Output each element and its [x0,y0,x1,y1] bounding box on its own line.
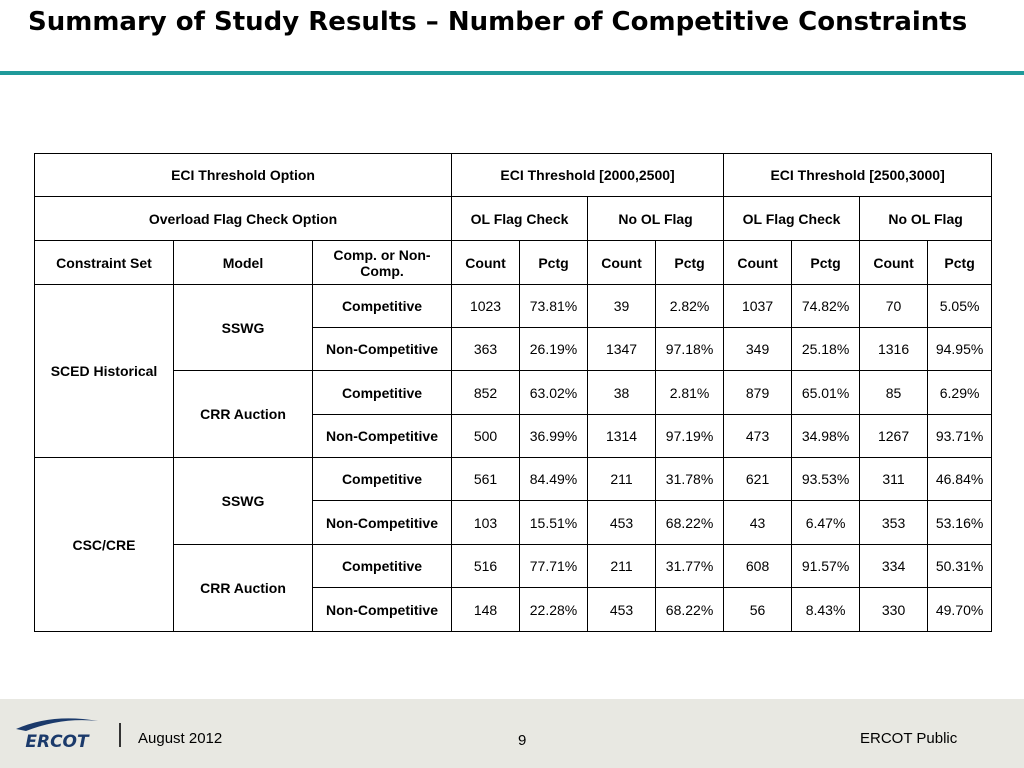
results-table [34,153,992,632]
value-cell: 852 [452,371,520,415]
pctg-header: Pctg [928,241,992,285]
value-cell: 93.53% [792,458,860,501]
classification-label: ERCOT Public [860,730,958,747]
value-cell: 26.19% [520,328,588,371]
model-cell: CRR Auction [174,371,313,458]
count-header: Count [860,241,928,285]
count-header: Count [452,241,520,285]
value-cell: 22.28% [520,588,588,632]
value-cell: 608 [724,545,792,588]
value-cell: 77.71% [520,545,588,588]
value-cell: 2.82% [656,285,724,328]
value-cell: 97.19% [656,415,724,458]
value-cell: 36.99% [520,415,588,458]
a-ol-flag-check-header: OL Flag Check [452,197,588,241]
table-row [35,285,992,328]
value-cell: 5.05% [928,285,992,328]
value-cell: 73.81% [520,285,588,328]
comp-type-cell: Competitive [313,545,452,588]
value-cell: 353 [860,501,928,545]
value-cell: 453 [588,588,656,632]
overload-flag-option-header: Overload Flag Check Option [35,197,452,241]
model-header: Model [174,241,313,285]
value-cell: 621 [724,458,792,501]
pctg-header: Pctg [656,241,724,285]
value-cell: 31.77% [656,545,724,588]
constraint-set-cell: CSC/CRE [35,458,174,632]
value-cell: 6.47% [792,501,860,545]
table-row [35,371,992,415]
value-cell: 25.18% [792,328,860,371]
value-cell: 65.01% [792,371,860,415]
value-cell: 68.22% [656,501,724,545]
eci-threshold-b-header: ECI Threshold [2500,3000] [724,154,992,197]
value-cell: 38 [588,371,656,415]
b-no-ol-flag-header: No OL Flag [860,197,992,241]
value-cell: 97.18% [656,328,724,371]
footer-divider [119,723,121,747]
value-cell: 1316 [860,328,928,371]
value-cell: 211 [588,458,656,501]
value-cell: 53.16% [928,501,992,545]
header-row-flag [35,197,992,241]
ercot-logo [12,715,102,753]
constraint-set-header: Constraint Set [35,241,174,285]
pctg-header: Pctg [792,241,860,285]
value-cell: 50.31% [928,545,992,588]
value-cell: 311 [860,458,928,501]
value-cell: 473 [724,415,792,458]
constraint-set-cell: SCED Historical [35,285,174,458]
comp-type-cell: Non-Competitive [313,415,452,458]
value-cell: 6.29% [928,371,992,415]
value-cell: 49.70% [928,588,992,632]
value-cell: 453 [588,501,656,545]
value-cell: 46.84% [928,458,992,501]
comp-type-cell: Competitive [313,458,452,501]
value-cell: 561 [452,458,520,501]
value-cell: 15.51% [520,501,588,545]
model-cell: CRR Auction [174,545,313,632]
value-cell: 1037 [724,285,792,328]
pctg-header: Pctg [520,241,588,285]
comp-type-cell: Competitive [313,371,452,415]
value-cell: 500 [452,415,520,458]
value-cell: 74.82% [792,285,860,328]
value-cell: 1314 [588,415,656,458]
value-cell: 1267 [860,415,928,458]
value-cell: 516 [452,545,520,588]
slide-title: Summary of Study Results – Number of Competitive Constraints [28,7,968,37]
count-header: Count [588,241,656,285]
value-cell: 349 [724,328,792,371]
value-cell: 63.02% [520,371,588,415]
value-cell: 91.57% [792,545,860,588]
header-row-columns [35,241,992,285]
value-cell: 148 [452,588,520,632]
value-cell: 363 [452,328,520,371]
model-cell: SSWG [174,285,313,371]
slide-footer [0,699,1024,768]
eci-threshold-option-header: ECI Threshold Option [35,154,452,197]
footer-date: August 2012 [138,730,223,747]
a-no-ol-flag-header: No OL Flag [588,197,724,241]
header-row-threshold [35,154,992,197]
comp-header: Comp. or Non-Comp. [313,241,452,285]
value-cell: 1347 [588,328,656,371]
count-header: Count [724,241,792,285]
value-cell: 8.43% [792,588,860,632]
eci-threshold-a-header: ECI Threshold [2000,2500] [452,154,724,197]
model-cell: SSWG [174,458,313,545]
value-cell: 84.49% [520,458,588,501]
value-cell: 1023 [452,285,520,328]
value-cell: 34.98% [792,415,860,458]
logo-swoosh [16,718,98,731]
value-cell: 70 [860,285,928,328]
title-divider [0,71,1024,75]
value-cell: 39 [588,285,656,328]
comp-type-cell: Competitive [313,285,452,328]
value-cell: 879 [724,371,792,415]
page-number: 9 [518,732,527,749]
comp-type-cell: Non-Competitive [313,328,452,371]
value-cell: 56 [724,588,792,632]
table-row [35,545,992,588]
value-cell: 31.78% [656,458,724,501]
b-ol-flag-check-header: OL Flag Check [724,197,860,241]
value-cell: 93.71% [928,415,992,458]
table-row [35,458,992,501]
value-cell: 68.22% [656,588,724,632]
value-cell: 94.95% [928,328,992,371]
value-cell: 211 [588,545,656,588]
comp-type-cell: Non-Competitive [313,588,452,632]
value-cell: 334 [860,545,928,588]
value-cell: 330 [860,588,928,632]
comp-type-cell: Non-Competitive [313,501,452,545]
value-cell: 103 [452,501,520,545]
logo-text: ERCOT [25,732,89,752]
value-cell: 2.81% [656,371,724,415]
value-cell: 43 [724,501,792,545]
value-cell: 85 [860,371,928,415]
